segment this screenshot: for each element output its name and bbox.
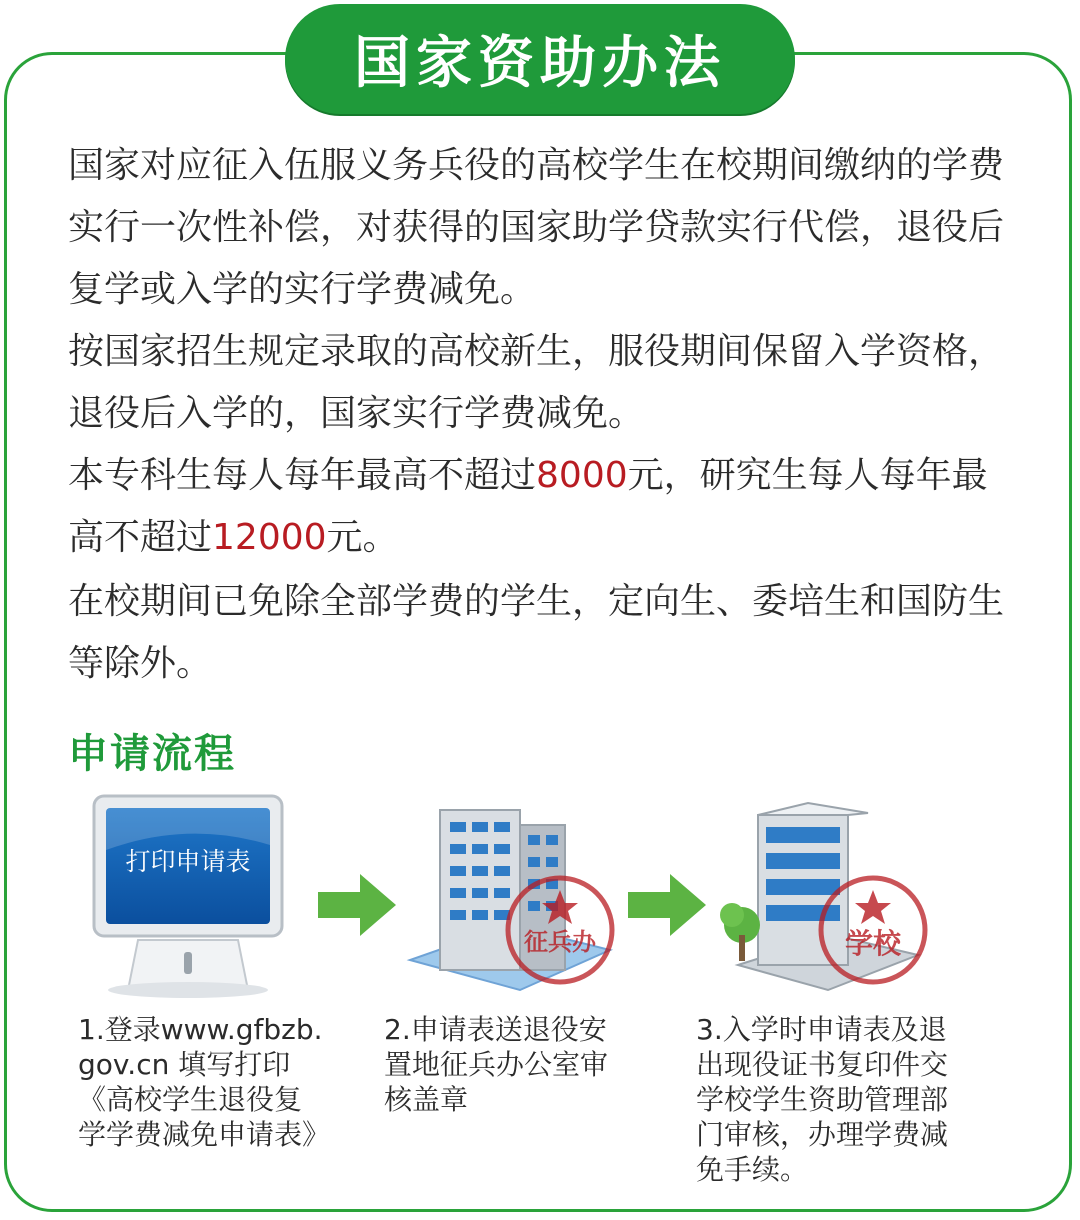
school-building-icon [718,795,938,995]
stamp-label-recruitment: 征兵办 [524,928,596,956]
step2-caption: 2.申请表送退役安 置地征兵办公室审 核盖章 [384,1013,609,1116]
limits-text-3: 元。 [326,517,399,558]
step1-caption: 1.登录www.gfbzb. gov.cn 填写打印 《高校学生退役复 学学费减免申请表》 [78,1013,331,1151]
paragraph-limits [68,445,1018,569]
monitor-icon [88,790,288,1000]
government-building-icon [400,790,620,1000]
paragraph-exclusions: 在校期间已免除全部学费的学生，定向生、委培生和国防生等除外。 [68,581,1005,684]
arrow-right-icon [628,870,708,940]
paragraph-admission: 按国家招生规定录取的高校新生，服役期间保留入学资格，退役后入学的，国家实行学费减免。 [68,331,1005,434]
process-title: 申请流程 [68,731,236,777]
limits-text-1: 本专科生每人每年最高不超过 [68,455,537,496]
monitor-label: 打印申请表 [125,847,251,876]
paragraph-compensation: 国家对应征入伍服义务兵役的高校学生在校期间缴纳的学费实行一次性补偿，对获得的国家助学贷款实行代偿，退役后复学或入学的实行学费减免。 [68,145,1005,310]
stamp-label-school: 学校 [844,927,902,960]
arrow-right-icon [318,870,398,940]
limits-text-2: 元，研究生每人每年最高不超过 [68,455,988,558]
grad-amount: 12000 [212,517,327,558]
undergrad-amount: 8000 [536,455,628,496]
step3-caption: 3.入学时申请表及退 出现役证书复印件交 学校学生资助管理部 门审核，办理学费减 免手续。 [696,1013,949,1186]
page-title: 国家资助办法 [285,4,795,114]
